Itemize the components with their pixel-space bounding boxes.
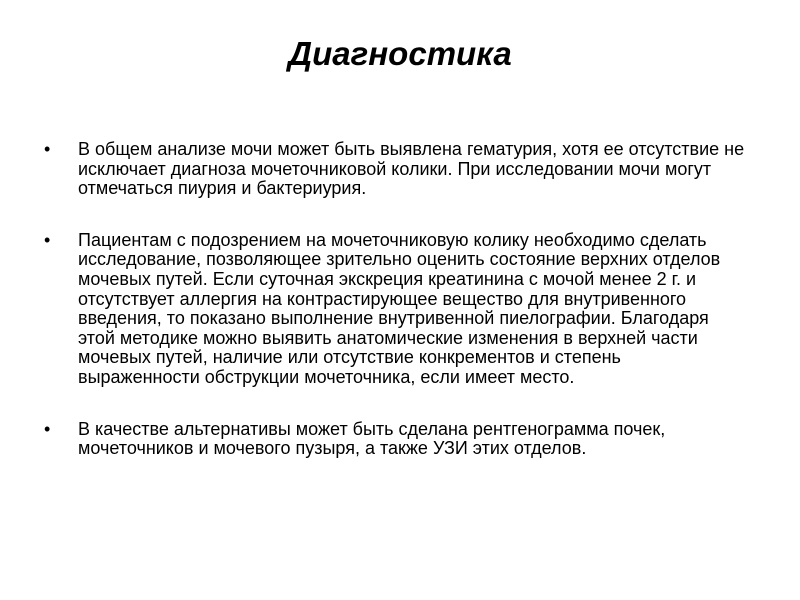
bullet-list [40,140,745,459]
bullet-text: В общем анализе мочи может быть выявлена гематурия, хотя ее отсутствие не исключает диагноза мочеточниковой колики. При исследовании мочи могут отмечаться пиурия и бактериурия. [78,139,745,199]
bullet-item-3 [40,420,745,459]
bullet-item-2 [40,231,745,388]
slide-title: Диагностика [288,35,512,72]
bullet-marker: • [44,139,51,159]
bullet-text: В качестве альтернативы может быть сделана рентгенограмма почек, мочеточников и мочевого пузыря, а также УЗИ этих отделов. [78,418,666,459]
bullet-marker: • [44,229,51,250]
bullet-marker: • [44,418,51,439]
bullet-item-1 [40,140,745,199]
bullet-text: Пациентам с подозрением на мочеточниковую колику необходимо сделать исследование, позволяющее зрительно оценить состояние верхних отделов мочевых путей. Если суточная экскреция креатинина с мочой менее 2 г. и отсутствует аллергия на контрастирующее вещество для внутривенного введения, то показано выполнение внутривенной пиелографии. Благодаря этой методике можно выявить анатомические изменения в верхней части мочевых путей, наличие или отсутствие конкрементов и степень выраженности обструкции мочеточника, если имеет место. [78,229,721,387]
